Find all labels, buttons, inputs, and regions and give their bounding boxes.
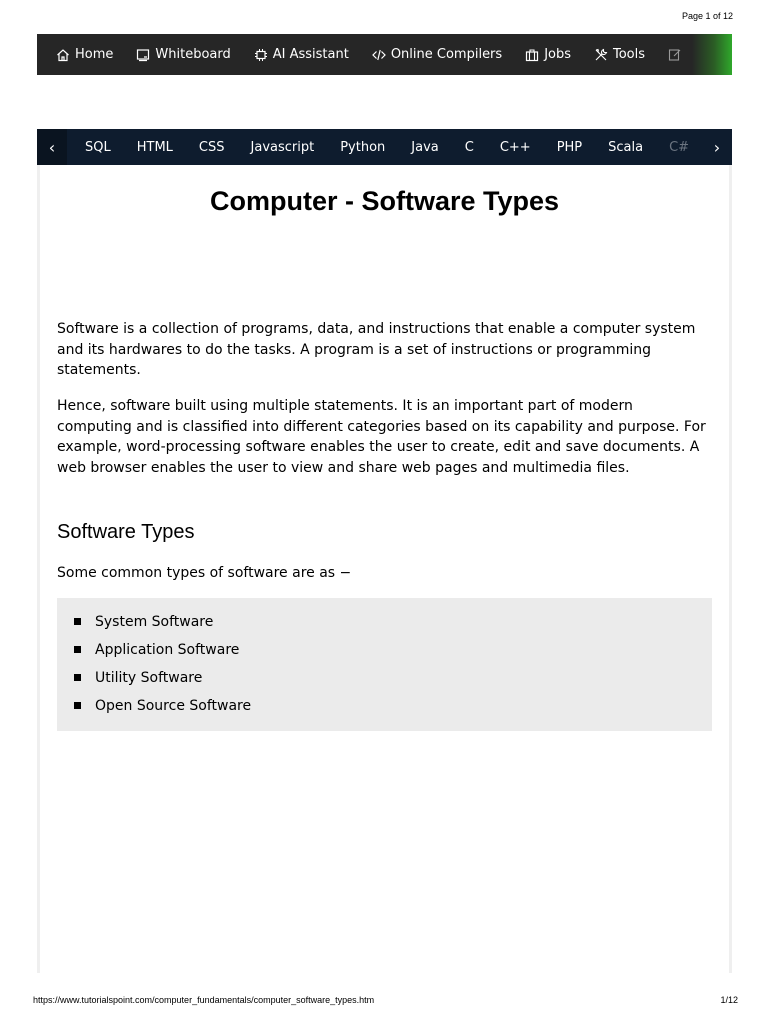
lang-php[interactable]: PHP [556, 139, 583, 155]
lang-html[interactable]: HTML [136, 139, 173, 155]
nav-tools-label: Tools [613, 47, 646, 62]
nav-home-label: Home [75, 47, 114, 62]
nav-tools[interactable] [594, 47, 645, 62]
lang-css[interactable]: CSS [198, 139, 225, 155]
intro-paragraph: Software is a collection of programs, data, and instructions that enable a computer system and its hardwares to do the tasks. A program is a set of instructions or programming statements. [57, 321, 696, 378]
bullet-icon [74, 646, 81, 653]
nav-online-compilers-label: Online Compilers [390, 47, 503, 62]
edit-icon [668, 48, 682, 62]
bullet-icon [74, 674, 81, 681]
software-types-list-box [57, 598, 712, 731]
nav-ai-assistant[interactable] [254, 47, 349, 62]
lang-c[interactable]: C [464, 139, 474, 155]
nav-online-compilers[interactable] [372, 47, 502, 62]
list-item [57, 668, 712, 696]
scroll-left-button[interactable] [37, 129, 67, 165]
language-navigation-bar [37, 129, 732, 165]
nav-ai-assistant-label: AI Assistant [272, 47, 349, 62]
nav-home[interactable] [56, 47, 113, 62]
lang-cpp[interactable]: C++ [499, 139, 531, 155]
page-title: Computer - Software Types [209, 186, 560, 216]
list-item [57, 612, 712, 640]
nav-whiteboard-label: Whiteboard [155, 47, 231, 62]
whiteboard-icon [136, 48, 150, 62]
list-item [57, 640, 712, 668]
chevron-right-icon: › [713, 137, 721, 157]
software-types-list [57, 598, 712, 724]
list-item-label: Utility Software [95, 670, 203, 686]
footer-page-number: 1/12 [720, 995, 738, 1005]
lang-csharp[interactable]: C# [669, 139, 690, 155]
page-indicator: Page 1 of 12 [681, 11, 733, 21]
briefcase-icon [525, 48, 539, 62]
nav-jobs-label: Jobs [544, 47, 571, 62]
lang-sql[interactable]: SQL [85, 139, 111, 155]
section-intro: Some common types of software are as − [57, 565, 352, 581]
code-icon [372, 48, 386, 62]
section-heading: Software Types [57, 521, 195, 543]
chevron-left-icon: ‹ [48, 137, 56, 157]
list-item-label: Application Software [95, 642, 240, 658]
bullet-icon [74, 618, 81, 625]
lang-scala[interactable]: Scala [608, 139, 644, 155]
home-icon [56, 48, 70, 62]
ai-assistant-icon [254, 48, 268, 62]
lang-python[interactable]: Python [340, 139, 386, 155]
list-item-label: Open Source Software [95, 698, 252, 714]
nav-scroll-fade [692, 34, 732, 75]
nav-more[interactable] [668, 48, 687, 62]
lang-java[interactable]: Java [411, 139, 439, 155]
list-item [57, 696, 712, 724]
detail-paragraph: Hence, software built using multiple statements. It is an important part of modern computing and is classified into different categories based on its capability and purpose. For example, word-processing software enables the user to create, edit and save documents. A web browser enables the user to view and share web pages and multimedia files. [57, 398, 706, 476]
scroll-right-button[interactable] [702, 129, 732, 165]
top-navigation-bar [37, 34, 732, 75]
nav-whiteboard[interactable] [136, 47, 230, 62]
list-item-label: System Software [95, 614, 214, 630]
nav-jobs[interactable] [525, 47, 571, 62]
bullet-icon [74, 702, 81, 709]
tools-icon [594, 48, 608, 62]
lang-javascript[interactable]: Javascript [250, 139, 315, 155]
footer-url: https://www.tutorialspoint.com/computer_fundamentals/computer_software_types.htm [33, 995, 375, 1005]
